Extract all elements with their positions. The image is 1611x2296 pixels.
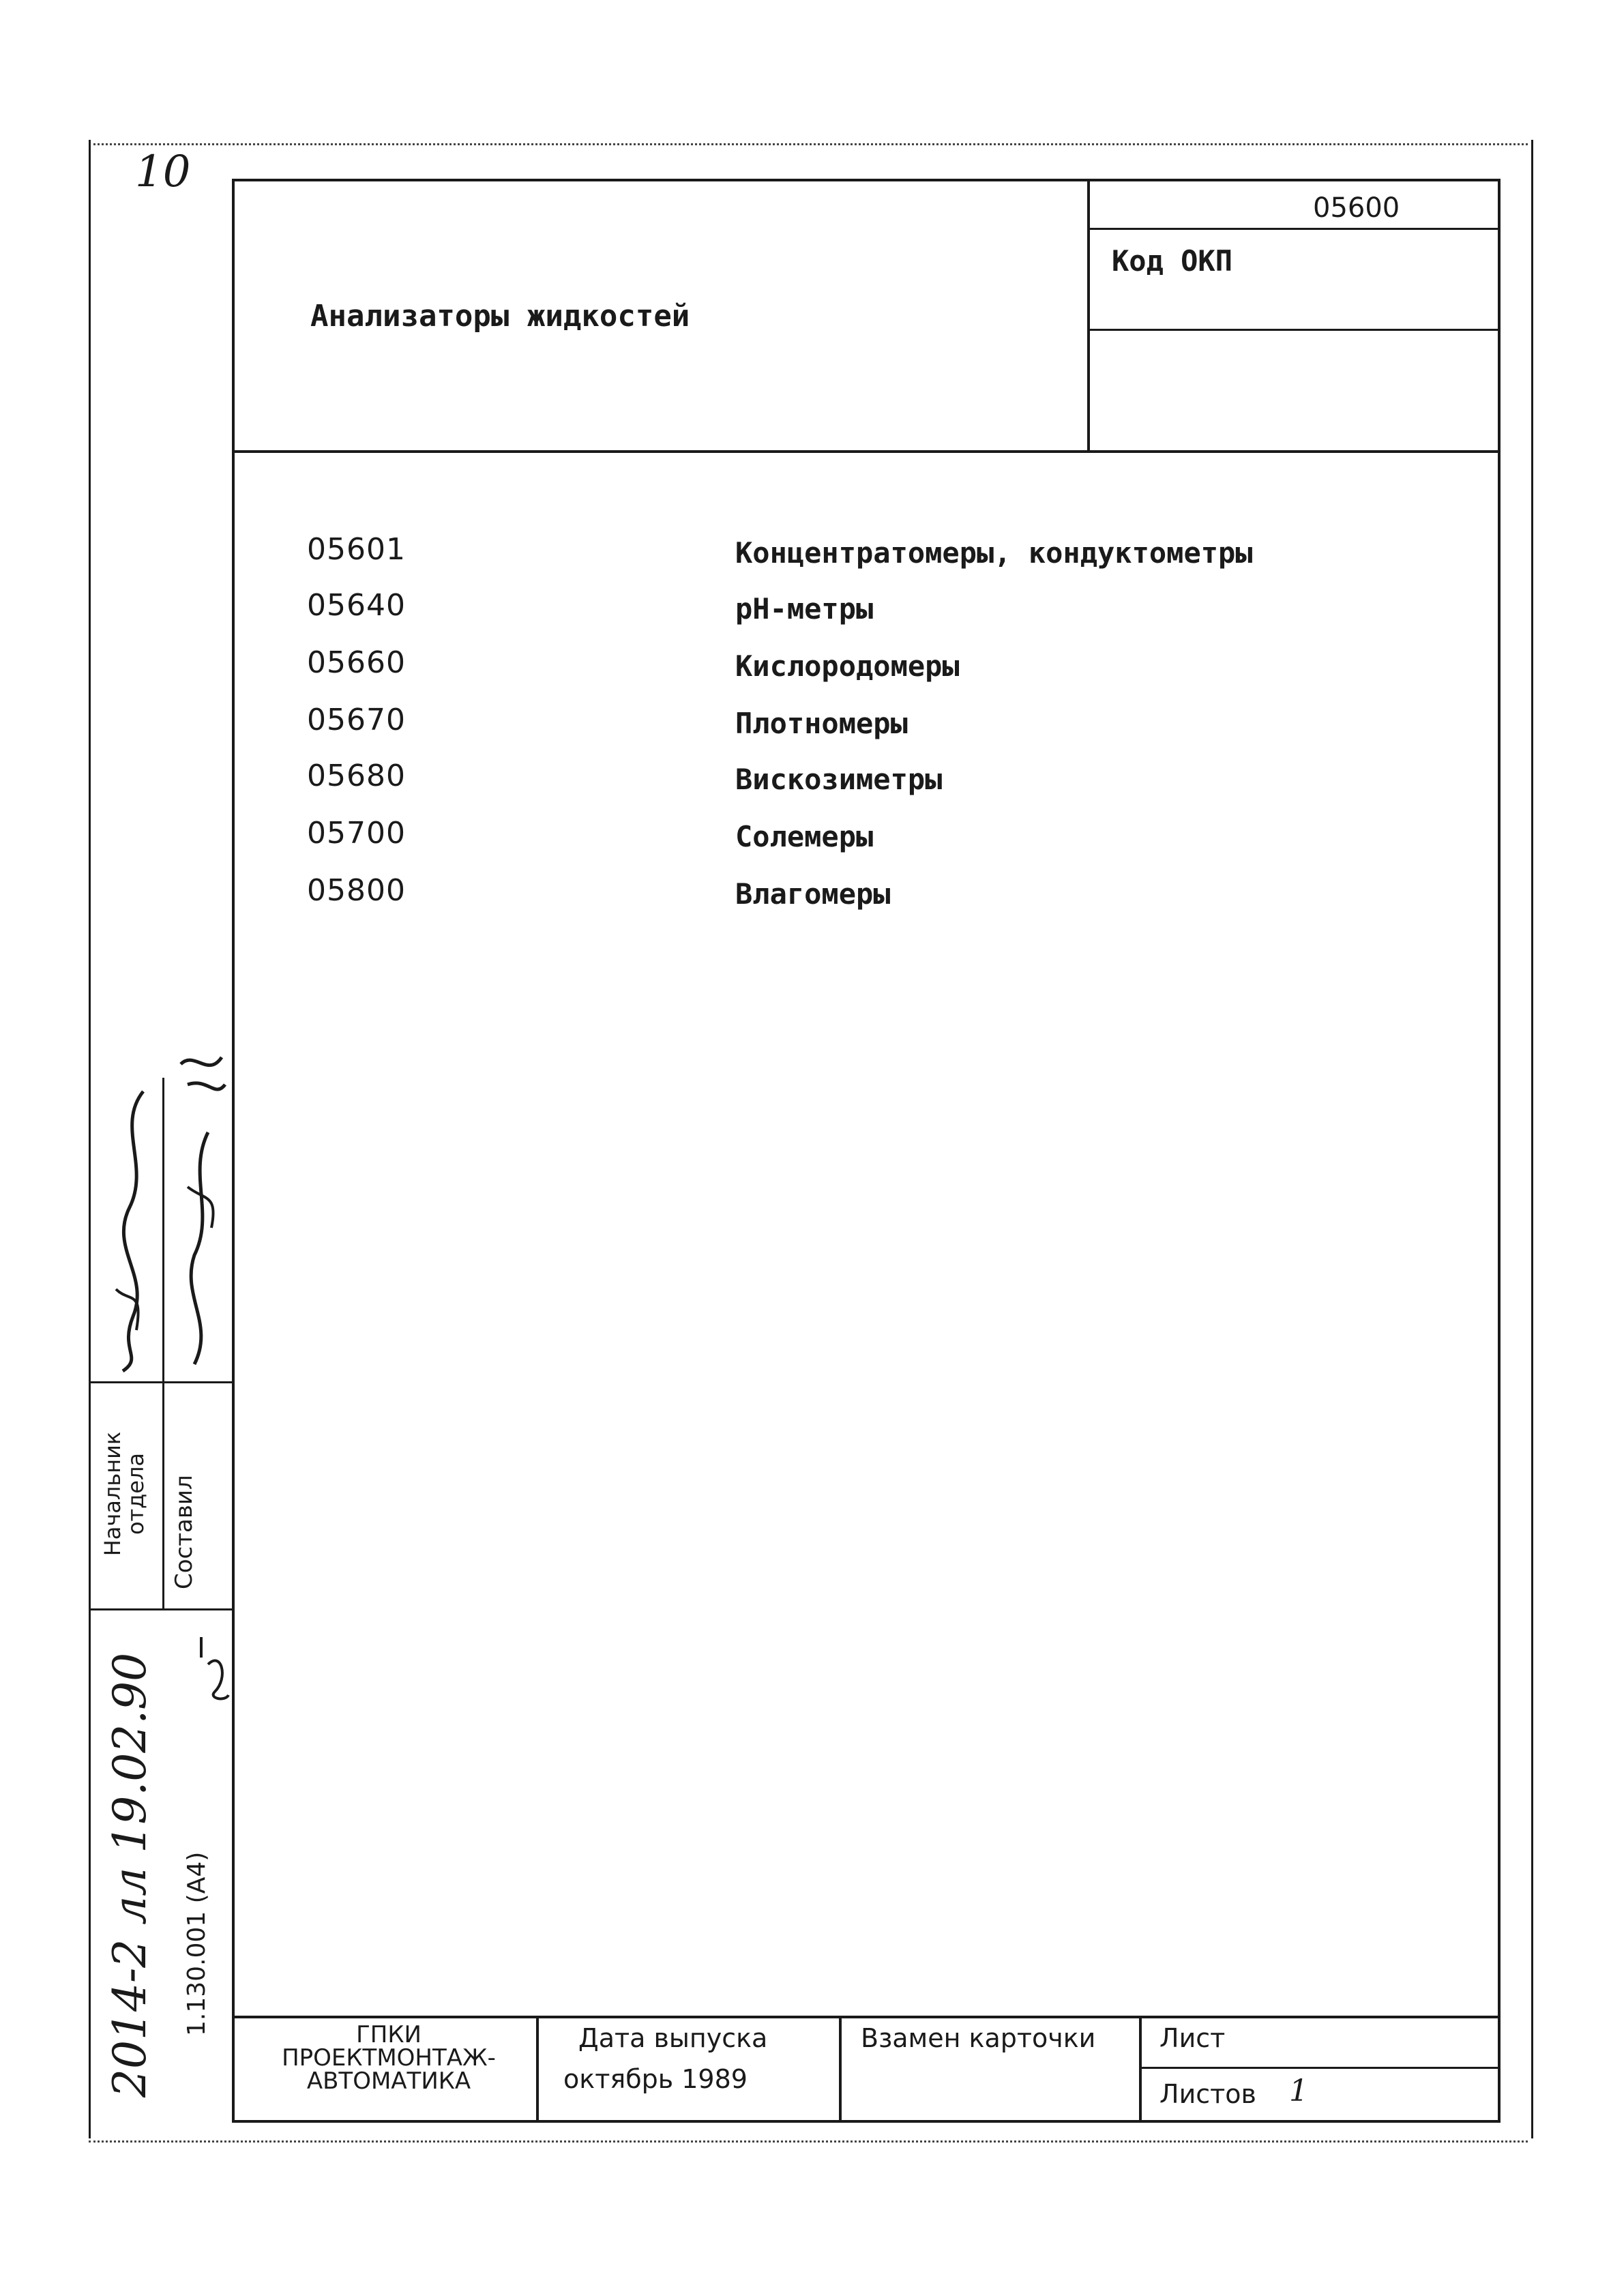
header-code-rule [1087,228,1501,230]
sheets-label: Листов [1159,2079,1256,2109]
footer-sheet-rule [1139,2067,1501,2069]
item-code: 05601 [307,532,406,567]
compiled-by-label: Составил [171,1475,198,1589]
item-name: Солемеры [735,820,874,853]
item-name: Плотномеры [735,707,908,740]
item-name: Влагомеры [735,877,891,911]
code-okp-label: Код ОКП [1112,244,1233,278]
page-number: 10 [135,147,191,197]
signature-head [102,1085,164,1378]
item-code: 05700 [307,816,406,851]
header-divider [232,450,1501,453]
side-rule-upper [89,1381,233,1383]
item-code: 05800 [307,873,406,908]
replaces-card-label: Взамен карточки [861,2023,1096,2053]
side-rule-lower [89,1608,233,1610]
item-name: Кислородомеры [735,649,960,683]
sheet-right-edge [1531,140,1533,2138]
item-code: 05670 [307,703,406,737]
handwritten-date: 2014-2 лл 19.02.90 [104,1652,156,2098]
signature-initials [194,1623,235,1705]
document-title: Анализаторы жидкостей [310,299,690,334]
organization-name: ГПКИ ПРОЕКТМОНТАЖ- АВТОМАТИКА [282,2021,496,2095]
form-code: 1.130.001 (A4) [183,1851,211,2036]
head-of-department-label: Начальник отдела [100,1431,149,1557]
item-name: Концентратомеры, кондуктометры [735,536,1253,570]
sheet-top-edge [89,143,1528,145]
frame-bottom [232,2120,1501,2123]
footer-col2 [839,2016,842,2121]
footer-top-rule [232,2016,1501,2018]
item-name: Вискозиметры [735,763,943,796]
item-code: 05680 [307,759,406,793]
frame-right [1498,179,1501,2123]
sheet-label: Лист [1159,2023,1226,2053]
header-code: 05600 [1313,192,1400,224]
item-code: 05660 [307,645,406,680]
item-name: рН-метры [735,592,874,625]
release-date-label: Дата выпуска [578,2023,768,2053]
release-date: октябрь 1989 [563,2064,748,2094]
sheet-left-edge [89,140,91,2138]
header-okp-rule [1087,329,1501,331]
signature-author [167,1037,232,1378]
frame-left [232,179,235,2123]
item-code: 05640 [307,588,406,623]
frame-top [232,179,1501,181]
sheets-count: 1 [1289,2074,1308,2108]
sheet-bottom-edge [89,2140,1528,2143]
header-vertical [1087,179,1090,452]
footer-col1 [536,2016,539,2121]
